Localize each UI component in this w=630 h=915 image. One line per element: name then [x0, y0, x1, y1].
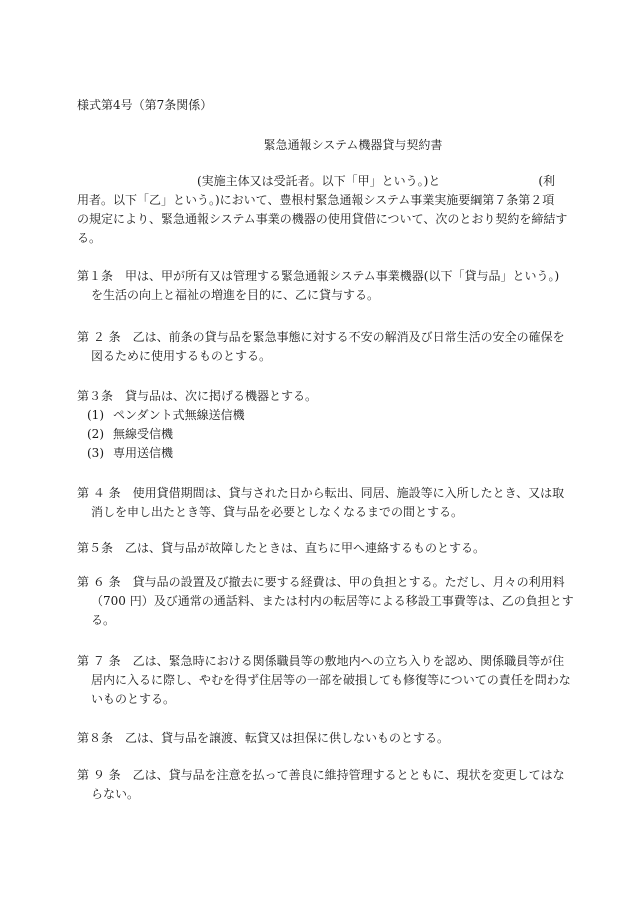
article-line: 第 ７ 条 乙は、緊急時における関係職員等の敷地内への立ち入りを認め、関係職員等が住	[77, 654, 565, 668]
article-line: いものとする。	[91, 692, 176, 706]
article-2	[77, 328, 565, 366]
article-line: 第 ６ 条 貸与品の設置及び撤去に要する経費は、甲の負担とする。ただし、月々の利用料	[77, 575, 565, 589]
article-line: 第１条 甲は、甲が所有又は管理する緊急通報システム事業機器(以下「貸与品」という。)	[77, 269, 560, 283]
article-1	[77, 267, 560, 305]
article-line: 第 ９ 条 乙は、貸与品を注意を払って善良に維持管理するとともに、現状を変更してはな	[77, 768, 565, 782]
article-line: 第３条 貸与品は、次に掲げる機器とする。	[77, 389, 318, 403]
list-item	[77, 406, 555, 425]
article-8	[77, 729, 555, 748]
item-number: (2)	[87, 427, 104, 441]
document-title: 緊急通報システム機器貸与契約書	[263, 138, 443, 152]
preamble-paragraph	[77, 172, 568, 248]
preamble-line: の規定により、緊急通報システム事業の機器の使用貸借について、次のとおり契約を締結す	[77, 212, 568, 226]
item-label: 無線受信機	[113, 427, 174, 441]
form-number-label: 様式第4号（第7条関係）	[77, 98, 213, 112]
list-item	[77, 425, 555, 444]
article-6	[77, 573, 574, 630]
preamble-party-a: (実施主体又は受託者。以下「甲」という。)と	[197, 174, 441, 188]
item-label: 専用送信機	[113, 446, 174, 460]
preamble-line: る。	[77, 231, 102, 245]
item-number: (1)	[87, 408, 104, 422]
article-line: （700 円）及び通常の通話料、または村内の転居等による移設工事費等は、乙の負担とす	[91, 594, 574, 608]
article-line: 消しを申し出たとき等、貸与品を必要としなくなるまでの間とする。	[91, 505, 464, 519]
article-line: らない。	[91, 787, 140, 801]
article-line: 第５条 乙は、貸与品が故障したときは、直ちに甲へ連絡するものとする。	[77, 541, 486, 555]
article-3	[77, 387, 555, 463]
list-item	[77, 444, 555, 463]
article-4	[77, 484, 565, 522]
article-7	[77, 652, 571, 709]
preamble-line: 用者。以下「乙」という。)において、豊根村緊急通報システム事業実施要綱第７条第２項	[77, 193, 555, 207]
article-line: る。	[91, 613, 116, 627]
article-9	[77, 766, 565, 804]
article-line: 第８条 乙は、貸与品を譲渡、転貸又は担保に供しないものとする。	[77, 731, 450, 745]
article-5	[77, 539, 555, 558]
preamble-line	[77, 172, 555, 191]
article-line: 居内に入るに際し、やむを得ず住居等の一部を破損しても修復等についての責任を問わな	[91, 673, 571, 687]
article-line: 第 ２ 条 乙は、前条の貸与品を緊急事態に対する不安の解消及び日常生活の安全の確保を	[77, 330, 565, 344]
item-label: ペンダント式無線送信機	[113, 408, 245, 422]
preamble-party-b: (利	[538, 174, 555, 188]
article-line: 第 ４ 条 使用貸借期間は、貸与された日から転出、同居、施設等に入所したとき、又は取	[77, 486, 565, 500]
article-line: を生活の向上と福祉の増進を目的に、乙に貸与する。	[91, 288, 380, 302]
item-number: (3)	[87, 446, 104, 460]
article-line: 図るために使用するものとする。	[91, 349, 272, 363]
